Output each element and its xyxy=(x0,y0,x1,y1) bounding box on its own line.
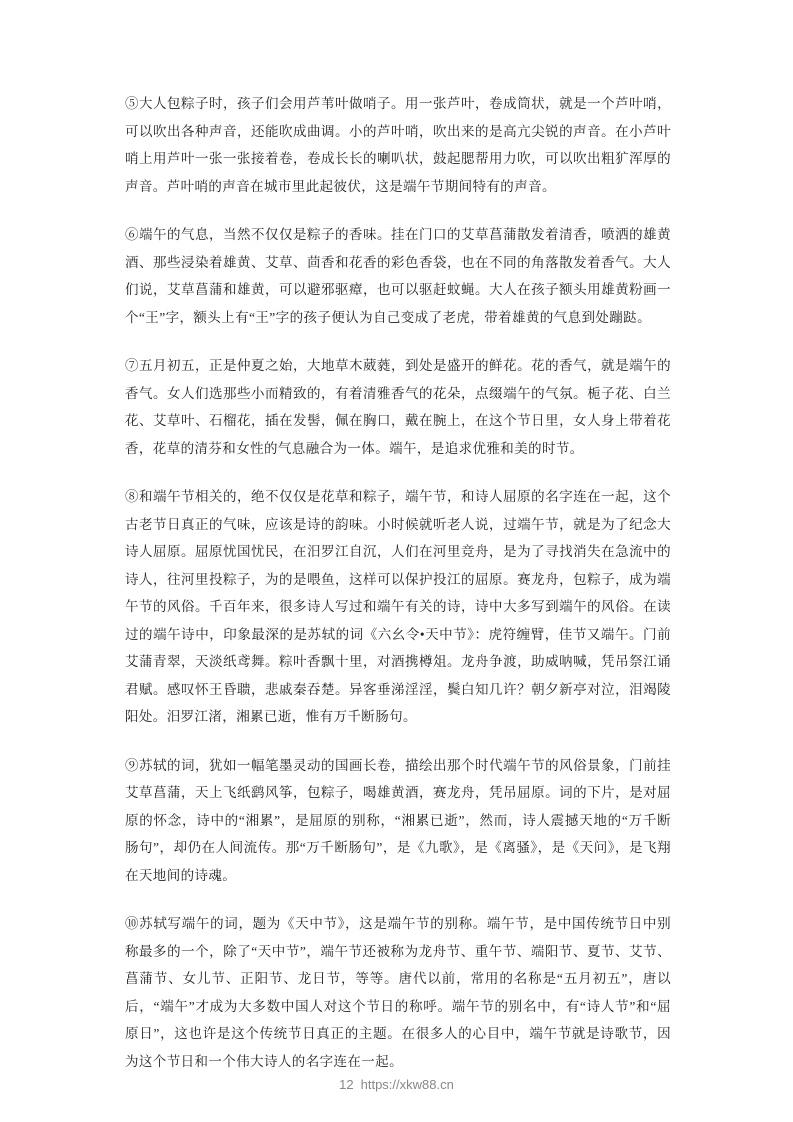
paragraph-8: ⑧和端午节相关的，绝不仅仅是花草和粽子，端午节，和诗人屈原的名字连在一起，这个古老节日真正的气味，应该是诗的韵味。小时候就听老人说，过端午节，就是为了纪念大诗人屈原。屈原忧国忧民，在汨罗江自沉，人们在河里竞舟，是为了寻找消失在急流中的诗人，往河里投粽子，为的是喂鱼，这样可以保护投江的屈原。赛龙舟，包粽子，成为端午节的风俗。千百年来，很多诗人写过和端午有关的诗，诗中大多写到端午的风俗。在读过的端午诗中，印象最深的是苏轼的词《六幺令•天中节》：虎符缠臂，佳节又端午。门前艾蒲青翠，天淡纸鸢舞。粽叶香飘十里，对酒携樽俎。龙舟争渡，助威呐喊，凭吊祭江诵君赋。感叹怀王昏聩，悲戚秦吞楚。异客垂涕淫淫，鬓白知几许？朝夕新亭对泣，泪竭陵阳处。汨罗江渚，湘累已逝，惟有万千断肠句。 xyxy=(125,489,671,724)
paragraph-9: ⑨苏轼的词，犹如一幅笔墨灵动的国画长卷，描绘出那个时代端午节的风俗景象，门前挂艾草菖蒲，天上飞纸鹞风筝，包粽子，喝雄黄酒，赛龙舟，凭吊屈原。词的下片，是对屈原的怀念，诗中的“湘累”，是屈原的别称，“湘累已逝”，然而，诗人震撼天地的“万千断肠句”，却仍在人间流传。那“万千断肠句”，是《九歌》，是《离骚》，是《天问》，是飞翔在天地间的诗魂。 xyxy=(125,757,671,883)
passage-body xyxy=(125,90,671,1096)
paragraph-10: ⑩苏轼写端午的词，题为《天中节》，这是端午节的别称。端午节，是中国传统节日中别称最多的一个，除了“天中节”，端午节还被称为龙舟节、重午节、端阳节、夏节、艾节、菖蒲节、女儿节、正阳节、龙日节，等等。唐代以前，常用的名称是“五月初五”，唐以后，“端午”才成为大多数中国人对这个节日的称呼。端午节的别名中，有“诗人节”和“屈原日”，这也许是这个传统节日真正的主题。在很多人的心目中，端午节就是诗歌节，因为这个节日和一个伟大诗人的名字连在一起。 xyxy=(125,916,671,1069)
footer-url: https://xkw88.cn xyxy=(360,1077,454,1092)
paragraph-7: ⑦五月初五，正是仲夏之始，大地草木葳蕤，到处是盛开的鲜花。花的香气，就是端午的香气。女人们选那些小而精致的，有着清雅香气的花朵，点缀端午的气氛。栀子花、白兰花、艾草叶、石榴花，插在发髻，佩在胸口，戴在腕上，在这个节日里，女人身上带着花香，花草的清芬和女性的气息融合为一体。端午，是追求优雅和美的时节。 xyxy=(125,358,671,456)
paragraph-6: ⑥端午的气息，当然不仅仅是粽子的香味。挂在门口的艾草菖蒲散发着清香，喷洒的雄黄酒、那些浸染着雄黄、艾草、茴香和花香的彩色香袋，也在不同的角落散发着香气。大人们说，艾草菖蒲和雄黄，可以避邪驱瘴，也可以驱赶蚊蝇。大人在孩子额头用雄黄粉画一个“王”字，额头上有“王”字的孩子便认为自己变成了老虎，带着雄黄的气息到处蹦跶。 xyxy=(125,227,671,325)
page-footer xyxy=(0,1077,793,1092)
page-number: 12 xyxy=(339,1077,354,1092)
paragraph-5: ⑤大人包粽子时，孩子们会用芦苇叶做哨子。用一张芦叶，卷成筒状，就是一个芦叶哨，可以吹出各种声音，还能吹成曲调。小的芦叶哨，吹出来的是高亢尖锐的声音。在小芦叶哨上用芦叶一张一张接着卷，卷成长长的喇叭状，鼓起腮帮用力吹，可以吹出粗犷浑厚的声音。芦叶哨的声音在城市里此起彼伏，这是端午节期间特有的声音。 xyxy=(125,96,671,194)
